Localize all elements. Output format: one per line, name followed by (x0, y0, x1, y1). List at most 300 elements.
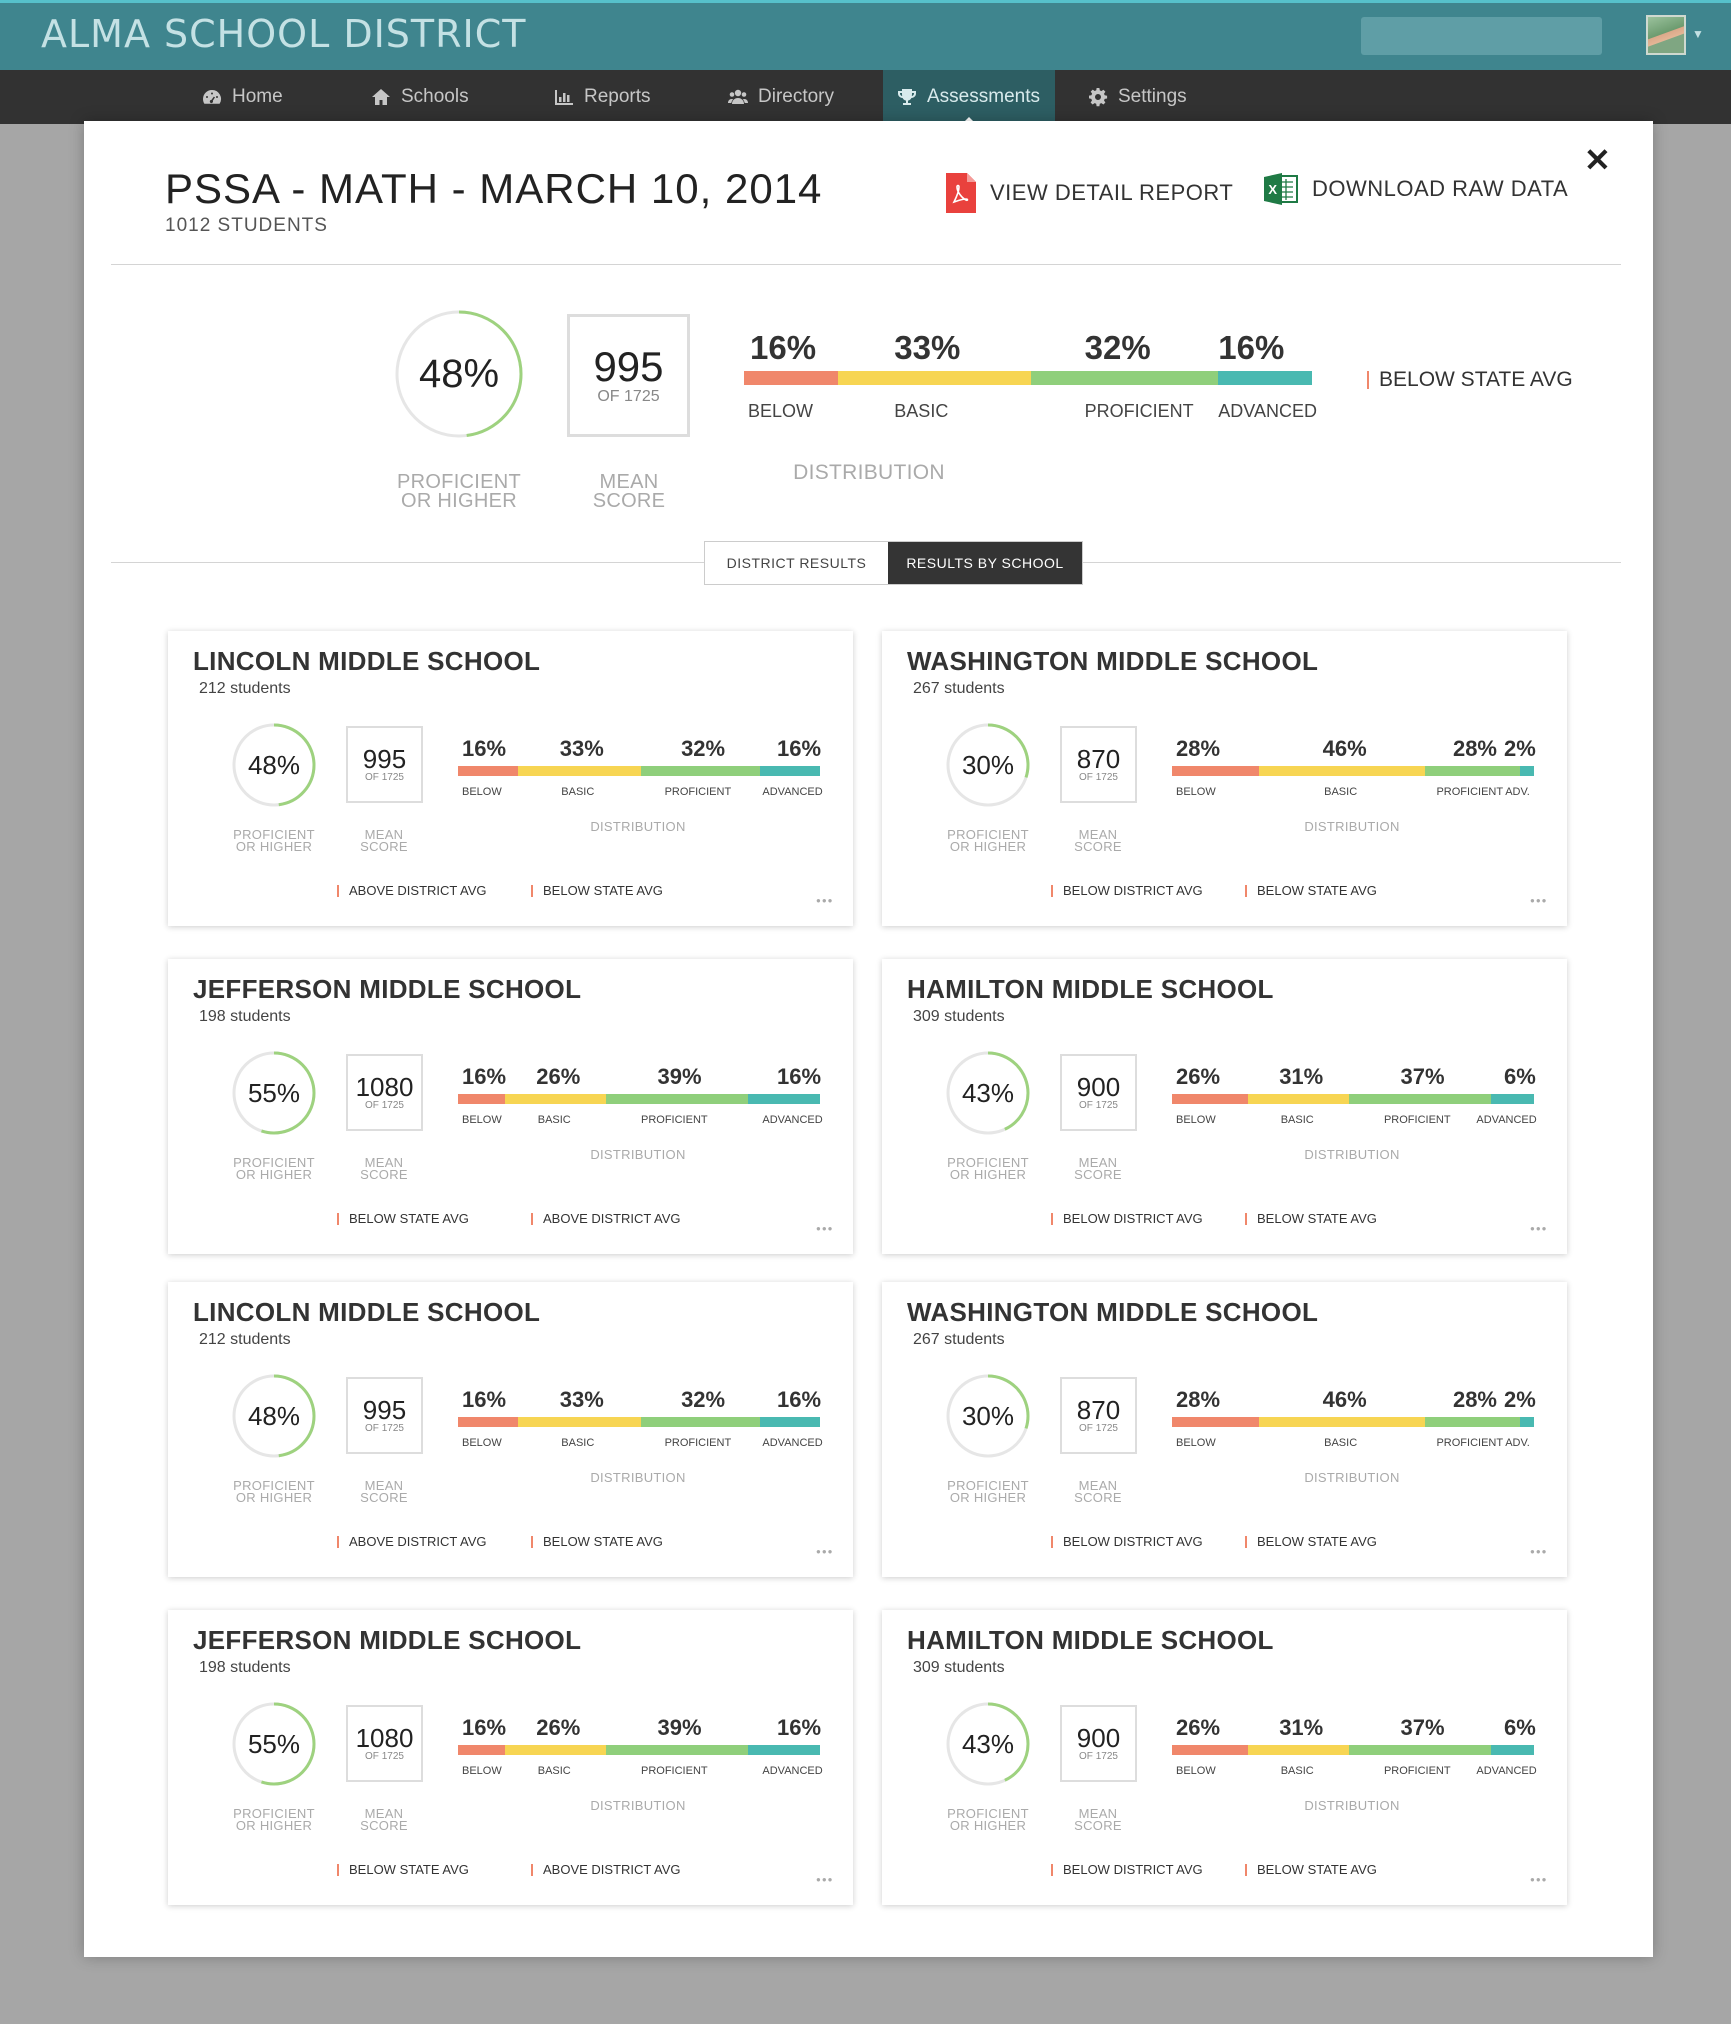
assessment-modal (84, 121, 1653, 1957)
distribution-pct: 32% (681, 736, 726, 761)
distribution-segment (458, 766, 518, 776)
distribution-bar (1172, 766, 1534, 776)
caption-line: PROFICIENT (947, 1478, 1029, 1493)
distribution-pct: 16% (462, 1387, 507, 1412)
comparison-badge (1245, 1211, 1377, 1226)
distribution-pct: 16% (462, 736, 507, 761)
distribution-pct: 46% (1322, 1387, 1367, 1412)
comparison-mark (1051, 1536, 1053, 1548)
distribution-label: ADVANCED (762, 1437, 823, 1449)
distribution-bar (458, 1745, 820, 1755)
distribution-segment (458, 1745, 505, 1755)
dashboard-icon (202, 87, 222, 107)
proficient-caption (938, 1157, 1038, 1182)
school-students: 267 students (913, 1331, 1005, 1348)
mean-score-value: 1080 (355, 1723, 414, 1753)
distribution-label: BELOW (1176, 1437, 1216, 1449)
distribution-segment (1172, 766, 1259, 776)
tab-district-results[interactable]: DISTRICT RESULTS (726, 555, 867, 571)
school-name[interactable]: WASHINGTON MIDDLE SCHOOL (907, 646, 1319, 676)
distribution-pct: 26% (536, 1715, 581, 1740)
comparison-badge (1245, 1862, 1377, 1877)
comparison-label: BELOW STATE AVG (349, 1862, 469, 1877)
proficient-caption (224, 829, 324, 854)
distribution-label: ADVANCED (1476, 1114, 1537, 1126)
proficient-percent: 55% (247, 1077, 301, 1108)
school-card-lincoln-middle-school[interactable] (168, 631, 853, 926)
view-detail-report-button[interactable] (946, 173, 1233, 213)
distribution-pct: 31% (1279, 1715, 1324, 1740)
nav-item-schools[interactable] (357, 70, 483, 124)
distribution-pct: 16% (750, 329, 817, 366)
distribution-label: ADV. (1505, 786, 1530, 798)
more-options-icon[interactable]: ●●● (816, 1547, 834, 1556)
caption-line: PROFICIENT (233, 1478, 315, 1493)
gear-icon (1088, 87, 1108, 107)
distribution-segment (760, 1417, 820, 1427)
nav-item-reports[interactable] (540, 70, 665, 124)
caption-line: MEAN (364, 1806, 404, 1821)
distribution-segment (518, 1417, 641, 1427)
caption-line: OR HIGHER (949, 1818, 1027, 1834)
mean-score-of: OF 1725 (1079, 1423, 1118, 1434)
comparison-mark (1245, 885, 1247, 897)
nav-item-home[interactable] (188, 70, 297, 124)
comparison-badge (1367, 368, 1573, 392)
distribution-segment (1259, 766, 1426, 776)
nav-label: Reports (584, 86, 651, 107)
proficient-ring (946, 1702, 1030, 1786)
mean-score-value: 995 (362, 1395, 407, 1425)
distribution-pct: 28% (1176, 1387, 1221, 1412)
caption-line: MEAN (1078, 1806, 1118, 1821)
mean-score-caption (1048, 1157, 1148, 1182)
comparison-badge (1051, 1534, 1203, 1549)
mean-score-of: OF 1725 (597, 387, 660, 405)
proficient-percent: 48% (247, 1400, 301, 1431)
caption-line: MEAN (364, 827, 404, 842)
distribution-pct: 16% (462, 1064, 507, 1089)
proficient-caption (938, 1808, 1038, 1833)
distribution-segment (1172, 1094, 1248, 1104)
school-name[interactable]: JEFFERSON MIDDLE SCHOOL (193, 974, 582, 1004)
caption-line: MEAN (1078, 1478, 1118, 1493)
distribution-pct: 33% (894, 329, 961, 366)
comparison-label: ABOVE DISTRICT AVG (543, 1862, 681, 1877)
comparison-badge (1245, 1534, 1377, 1549)
nav-item-directory[interactable] (714, 70, 848, 124)
caption-line: MEAN (599, 471, 659, 493)
comparison-mark (1051, 885, 1053, 897)
comparison-label: BELOW STATE AVG (1379, 368, 1573, 391)
caption-line: SCORE (360, 1818, 408, 1834)
caption-line: OR HIGHER (235, 1818, 313, 1834)
more-options-icon[interactable]: ●●● (1530, 1875, 1548, 1884)
mean-score-box (1060, 1705, 1137, 1782)
distribution-segment (1425, 766, 1519, 776)
school-card-hamilton-middle-school[interactable] (882, 959, 1567, 1254)
distribution-label: ADV. (1505, 1437, 1530, 1449)
comparison-mark (531, 1536, 533, 1548)
distribution-caption: DISTRIBUTION (590, 1798, 686, 1813)
comparison-badge (1051, 1211, 1203, 1226)
distribution-label: PROFICIENT (664, 1437, 732, 1449)
more-options-icon[interactable]: ●●● (816, 896, 834, 905)
mean-score-value: 900 (1076, 1723, 1121, 1753)
distribution-caption: DISTRIBUTION (1304, 1798, 1400, 1813)
distribution-segment (606, 1094, 747, 1104)
chevron-down-icon[interactable]: ▼ (1692, 27, 1704, 41)
school-students: 212 students (199, 680, 291, 697)
distribution-segment (1520, 1417, 1534, 1427)
nav-label: Schools (401, 86, 469, 107)
caption-line: OR HIGHER (235, 839, 313, 855)
distribution-segment (1349, 1745, 1490, 1755)
school-card-washington-middle-school[interactable] (882, 631, 1567, 926)
mean-score-box (346, 726, 423, 803)
proficient-ring (946, 1051, 1030, 1135)
distribution-segment (1425, 1417, 1519, 1427)
comparison-label: BELOW DISTRICT AVG (1063, 1534, 1203, 1549)
distribution-segment (1172, 1417, 1259, 1427)
close-icon[interactable]: ✕ (1584, 142, 1611, 178)
distribution-label: PROFICIENT (641, 1765, 708, 1777)
distribution-segment (1259, 1417, 1426, 1427)
mean-score-value: 995 (362, 744, 407, 774)
proficient-percent: 43% (961, 1728, 1015, 1759)
comparison-mark (337, 885, 339, 897)
distribution-segment (458, 1417, 518, 1427)
proficient-ring (232, 1702, 316, 1786)
distribution-label: BASIC (1324, 786, 1358, 798)
distribution-label: BASIC (1280, 1114, 1314, 1126)
distribution-segment (1491, 1745, 1534, 1755)
nav-label: Assessments (927, 86, 1040, 107)
proficient-percent: 43% (961, 1077, 1015, 1108)
school-students: 198 students (199, 1008, 291, 1025)
school-students: 198 students (199, 1659, 291, 1676)
proficient-caption (384, 473, 534, 511)
mean-score-caption (334, 829, 434, 854)
distribution-pct: 28% (1176, 736, 1221, 761)
distribution-bar (458, 1417, 820, 1427)
school-students: 267 students (913, 680, 1005, 697)
distribution-bar (1172, 1417, 1534, 1427)
distribution-caption: DISTRIBUTION (590, 1147, 686, 1162)
distribution-pct: 33% (559, 1387, 604, 1412)
more-options-icon[interactable]: ●●● (1530, 1547, 1548, 1556)
caption-line: MEAN (364, 1478, 404, 1493)
school-card-lincoln-middle-school[interactable] (168, 1282, 853, 1577)
comparison-label: BELOW STATE AVG (1257, 1211, 1377, 1226)
proficient-percent: 30% (961, 1400, 1015, 1431)
caption-line: OR HIGHER (235, 1490, 313, 1506)
distribution-pct: 37% (1400, 1715, 1445, 1740)
top-bar (0, 0, 1731, 70)
mean-score-value: 870 (1076, 744, 1121, 774)
mean-score-value: 900 (1076, 1072, 1121, 1102)
comparison-badge (1051, 1862, 1203, 1877)
school-name[interactable]: HAMILTON MIDDLE SCHOOL (907, 974, 1274, 1004)
distribution-pct: 28% (1452, 736, 1497, 761)
brand-title[interactable]: ALMA SCHOOL DISTRICT (41, 12, 527, 56)
distribution-pct: 31% (1279, 1064, 1324, 1089)
download-raw-data-label: DOWNLOAD RAW DATA (1312, 176, 1569, 201)
caption-line: SCORE (592, 490, 666, 512)
distribution-segment (1172, 1745, 1248, 1755)
distribution-segment (748, 1745, 820, 1755)
distribution-pct: 6% (1504, 1715, 1536, 1740)
distribution-segment (505, 1094, 606, 1104)
distribution-label: BASIC (1280, 1765, 1314, 1777)
distribution-label: BELOW (462, 786, 502, 798)
comparison-label: ABOVE DISTRICT AVG (543, 1211, 681, 1226)
comparison-mark (1051, 1213, 1053, 1225)
more-options-icon[interactable]: ●●● (816, 1875, 834, 1884)
comparison-mark (337, 1536, 339, 1548)
caption-line: MEAN (364, 1155, 404, 1170)
distribution-pct: 37% (1400, 1064, 1445, 1089)
mean-score-value: 870 (1076, 1395, 1121, 1425)
distribution-segment (1248, 1745, 1349, 1755)
distribution-pct: 26% (1176, 1715, 1221, 1740)
caption-line: PROFICIENT (947, 827, 1029, 842)
main-nav (0, 70, 1731, 124)
comparison-mark (1051, 1864, 1053, 1876)
school-name[interactable]: HAMILTON MIDDLE SCHOOL (907, 1625, 1274, 1655)
school-students: 309 students (913, 1659, 1005, 1676)
distribution-label: ADVANCED (1476, 1765, 1537, 1777)
comparison-badge (1051, 883, 1203, 898)
distribution-pct: 26% (536, 1064, 581, 1089)
results-tabs (704, 541, 1083, 585)
mean-score-of: OF 1725 (1079, 1100, 1118, 1111)
mean-score-caption (334, 1480, 434, 1505)
distribution-segment (518, 766, 641, 776)
tab-results-by-school[interactable]: RESULTS BY SCHOOL (888, 542, 1082, 584)
distribution-caption: DISTRIBUTION (590, 819, 686, 834)
home-icon (371, 87, 391, 107)
comparison-mark (337, 1864, 339, 1876)
page-title: PSSA - MATH - MARCH 10, 2014 (165, 165, 823, 212)
view-detail-report-label: VIEW DETAIL REPORT (990, 180, 1234, 205)
comparison-badge (531, 1534, 663, 1549)
distribution-pct: 6% (1504, 1064, 1536, 1089)
distribution-segment-advanced (1218, 371, 1312, 385)
distribution-segment-below (744, 371, 838, 385)
mean-score-caption (554, 473, 704, 511)
distribution-pct: 16% (777, 1715, 822, 1740)
distribution-segment (760, 766, 820, 776)
mean-score-box (1060, 1377, 1137, 1454)
mean-score-of: OF 1725 (1079, 772, 1118, 783)
mean-score-value: 995 (593, 342, 664, 390)
caption-line: SCORE (360, 839, 408, 855)
caption-line: OR HIGHER (949, 1167, 1027, 1183)
caption-line: PROFICIENT (396, 471, 522, 493)
school-card-jefferson-middle-school[interactable] (168, 1610, 853, 1905)
mean-score-of: OF 1725 (365, 1423, 404, 1434)
comparison-badge (531, 1862, 681, 1877)
comparison-label: ABOVE DISTRICT AVG (349, 1534, 487, 1549)
distribution-label: BASIC (1324, 1437, 1358, 1449)
distribution-label: PROFICIENT (1084, 401, 1194, 421)
distribution-bar (1172, 1745, 1534, 1755)
distribution-label: ADVANCED (1218, 401, 1317, 421)
avatar[interactable] (1646, 15, 1686, 55)
excel-file-icon (1264, 173, 1298, 205)
school-card-jefferson-middle-school[interactable] (168, 959, 853, 1254)
caption-line: PROFICIENT (233, 1155, 315, 1170)
proficient-caption (224, 1480, 324, 1505)
school-students: 309 students (913, 1008, 1005, 1025)
distribution-pct: 16% (777, 736, 822, 761)
distribution-segment (748, 1094, 820, 1104)
distribution-pct: 2% (1504, 1387, 1536, 1412)
school-name[interactable]: JEFFERSON MIDDLE SCHOOL (193, 1625, 582, 1655)
distribution-pct: 16% (777, 1387, 822, 1412)
search-input[interactable] (1361, 17, 1602, 55)
nav-item-assessments[interactable] (883, 70, 1055, 124)
mean-score-of: OF 1725 (365, 1751, 404, 1762)
nav-label: Directory (758, 86, 835, 107)
distribution-segment-proficient (1031, 371, 1218, 385)
proficient-ring (232, 1051, 316, 1135)
caption-line: PROFICIENT (233, 1806, 315, 1821)
mean-score-caption (334, 1808, 434, 1833)
distribution-label: PROFICIENT (1383, 1765, 1451, 1777)
school-card-hamilton-middle-school[interactable] (882, 1610, 1567, 1905)
caption-line: SCORE (360, 1490, 408, 1506)
nav-label: Settings (1118, 86, 1187, 107)
distribution-label: BELOW (1176, 1114, 1216, 1126)
proficient-caption (224, 1157, 324, 1182)
mean-score-caption (334, 1157, 434, 1182)
distribution-pct: 32% (1084, 329, 1151, 366)
distribution-segment (606, 1745, 747, 1755)
nav-item-settings[interactable] (1074, 70, 1201, 124)
more-options-icon[interactable]: ●●● (1530, 1224, 1548, 1233)
caption-line: SCORE (1074, 1818, 1122, 1834)
distribution-label: BELOW (748, 401, 814, 421)
comparison-badge (531, 1211, 681, 1226)
bar-chart-icon (554, 87, 574, 107)
comparison-label: ABOVE DISTRICT AVG (349, 883, 487, 898)
distribution-caption: DISTRIBUTION (1304, 819, 1400, 834)
proficient-percent: 30% (961, 749, 1015, 780)
distribution-pct: 26% (1176, 1064, 1221, 1089)
proficient-caption (224, 1808, 324, 1833)
distribution-pct: 16% (462, 1715, 507, 1740)
comparison-mark (531, 1864, 533, 1876)
mean-score-of: OF 1725 (1079, 1751, 1118, 1762)
proficient-ring (394, 309, 524, 439)
mean-score-box (1060, 1054, 1137, 1131)
caption-line: OR HIGHER (400, 490, 518, 512)
school-name[interactable]: WASHINGTON MIDDLE SCHOOL (907, 1297, 1319, 1327)
distribution-segment (641, 1417, 760, 1427)
distribution-segment (641, 766, 760, 776)
comparison-label: BELOW STATE AVG (543, 1534, 663, 1549)
comparison-badge (337, 1862, 469, 1877)
divider (111, 264, 1621, 265)
comparison-badge (337, 1534, 487, 1549)
distribution-label: PROFICIENT (1436, 786, 1504, 798)
more-options-icon[interactable]: ●●● (1530, 896, 1548, 905)
distribution-segment (1349, 1094, 1490, 1104)
distribution-caption: DISTRIBUTION (590, 1470, 686, 1485)
svg-text:X: X (1268, 182, 1278, 197)
mean-score-caption (1048, 1480, 1148, 1505)
mean-score-value: 1080 (355, 1072, 414, 1102)
distribution-label: BASIC (561, 1437, 595, 1449)
comparison-label: BELOW STATE AVG (543, 883, 663, 898)
distribution-caption: DISTRIBUTION (1304, 1147, 1400, 1162)
school-card-washington-middle-school[interactable] (882, 1282, 1567, 1577)
mean-score-of: OF 1725 (365, 1100, 404, 1111)
mean-score-caption (1048, 829, 1148, 854)
download-raw-data-button[interactable] (1264, 173, 1568, 205)
distribution-label: PROFICIENT (641, 1114, 708, 1126)
distribution-label: PROFICIENT (664, 786, 732, 798)
comparison-badge (531, 883, 663, 898)
mean-score-box (346, 1054, 423, 1131)
student-count: 1012 STUDENTS (165, 215, 328, 236)
proficient-caption (938, 829, 1038, 854)
school-students: 212 students (199, 1331, 291, 1348)
caption-line: MEAN (1078, 1155, 1118, 1170)
trophy-icon (897, 87, 917, 107)
distribution-label: BASIC (561, 786, 595, 798)
distribution-pct: 39% (657, 1064, 702, 1089)
comparison-mark (531, 885, 533, 897)
proficient-ring (946, 723, 1030, 807)
distribution-label: BASIC (537, 1765, 571, 1777)
caption-line: OR HIGHER (949, 1490, 1027, 1506)
proficient-ring (946, 1374, 1030, 1458)
comparison-mark (1245, 1864, 1247, 1876)
caption-line: SCORE (1074, 1167, 1122, 1183)
comparison-mark (1245, 1536, 1247, 1548)
distribution-segment (458, 1094, 505, 1104)
school-name[interactable]: LINCOLN MIDDLE SCHOOL (193, 646, 541, 676)
caption-line: SCORE (360, 1167, 408, 1183)
distribution-segment (505, 1745, 606, 1755)
mean-score-box (346, 1705, 423, 1782)
distribution-segment (1248, 1094, 1349, 1104)
distribution-pct: 2% (1504, 736, 1536, 761)
caption-line: MEAN (1078, 827, 1118, 842)
school-name[interactable]: LINCOLN MIDDLE SCHOOL (193, 1297, 541, 1327)
distribution-segment (1520, 766, 1534, 776)
distribution-pct: 46% (1322, 736, 1367, 761)
caption-line: OR HIGHER (235, 1167, 313, 1183)
distribution-label: PROFICIENT (1383, 1114, 1451, 1126)
comparison-mark (1245, 1213, 1247, 1225)
distribution-label: BELOW (462, 1114, 502, 1126)
comparison-badge (1245, 883, 1377, 898)
caption-line: PROFICIENT (947, 1806, 1029, 1821)
caption-line: PROFICIENT (233, 827, 315, 842)
mean-score-box (567, 314, 690, 437)
more-options-icon[interactable]: ●●● (816, 1224, 834, 1233)
proficient-ring (232, 1374, 316, 1458)
proficient-caption (938, 1480, 1038, 1505)
comparison-mark (337, 1213, 339, 1225)
distribution-label: BELOW (462, 1765, 502, 1777)
comparison-label: BELOW DISTRICT AVG (1063, 1862, 1203, 1877)
distribution-segment-basic (838, 371, 1031, 385)
